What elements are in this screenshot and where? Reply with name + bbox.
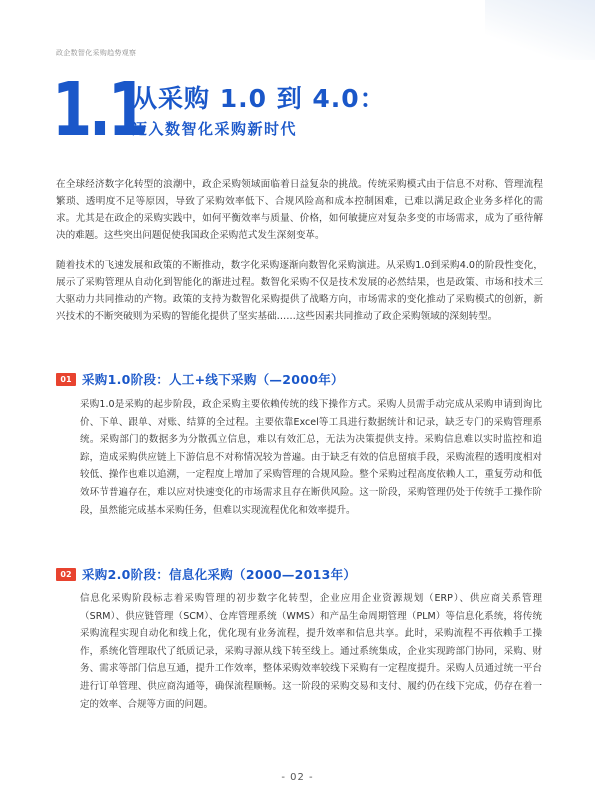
running-header: 政企数智化采购趋势观察 (56, 49, 137, 57)
section-heading-1 (56, 371, 344, 387)
section-badge: 02 (56, 568, 76, 581)
section-body: 信息化采购阶段标志着采购管理的初步数字化转型，企业应用企业资源规划（ERP）、供应商关系管理（SRM）、供应链管理（SCM）、仓库管理系统（WMS）和产品生命周期管理（PLM）等信息化系统，将传统采购流程实现自动化和线上化，优化现有业务流程，提升效率和信息共享。此时，采购流程不再依赖手工操作，系统化管理取代了纸质记录，采购寻源从线下转至线上。通过系统集成，企业实现跨部门协同，采购、财务、需求等部门信息互通，提升工作效率，整体采购效率较线下采购有一定程度提升。采购人员通过统一平台进行订单管理、供应商沟通等，确保流程顺畅。这一阶段的采购交易和支付、履约仍在线下完成，仍存在着一定的效率、合规等方面的问题。 (80, 593, 542, 710)
chapter-title: 从采购 1.0 到 4.0： (132, 84, 386, 113)
section-body: 采购1.0是采购的起步阶段，政企采购主要依赖传统的线下操作方式。采购人员需手动完成从采购申请到询比价、下单、跟单、对账、结算的全过程。主要依靠Excel等工具进行数据统计和记录，缺乏专门的采购管理系统。采购部门的数据多为分散孤立信息，难以有效汇总，无法为决策提供支持。采购信息难以实时监控和追踪，造成采购供应链上下游信息不对称情况较为普遍。由于缺乏有效的信息留痕手段，采购流程的透明度相对较低、操作也难以追溯，一定程度上增加了采购管理的合规风险。整个采购过程高度依赖人工，重复劳动和低效环节普遍存在，难以应对快速变化的市场需求且存在断供风险。这一阶段，采购管理仍处于传统手工操作阶段，虽然能完成基本采购任务，但难以实现流程优化和效率提升。 (80, 399, 542, 516)
section-title: 采购1.0阶段：人工+线下采购（—2000年） (82, 372, 344, 387)
section-heading-2 (56, 566, 356, 582)
corner-decoration (485, 0, 595, 60)
intro-paragraph: 随着技术的飞速发展和政策的不断推动，数字化采购逐渐向数智化采购演进。从采购1.0到采购4.0的阶段性变化，展示了采购管理从自动化到智能化的渐进过程。数智化采购不仅是技术发展的必然结果，也是政策、市场和技术三大驱动力共同推动的产物。政策的支持为数智化采购提供了战略方向，市场需求的变化推动了采购模式的创新，新兴技术的不断突破则为采购的智能化提供了坚实基础……这些因素共同推动了政企采购领域的深刻转型。 (56, 260, 543, 322)
section-title: 采购2.0阶段：信息化采购（2000—2013年） (82, 567, 357, 582)
intro-paragraph: 在全球经济数字化转型的浪潮中，政企采购领域面临着日益复杂的挑战。传统采购模式由于信息不对称、管理流程繁琐、透明度不足等原因，导致了采购效率低下、合规风险高和成本控制困难，已难以满足政企业务多样化的需求。尤其是在政企的采购实践中，如何平衡效率与质量、价格，如何敏捷应对复杂多变的市场需求，成为了亟待解决的难题。这些突出问题促使我国政企采购范式发生深刻变革。 (56, 179, 543, 241)
section-badge: 01 (56, 373, 76, 386)
chapter-subtitle: 迈入数智化采购新时代 (132, 120, 298, 138)
page-number: - 02 - (281, 772, 314, 783)
chapter-number: 1.1 (52, 67, 145, 153)
